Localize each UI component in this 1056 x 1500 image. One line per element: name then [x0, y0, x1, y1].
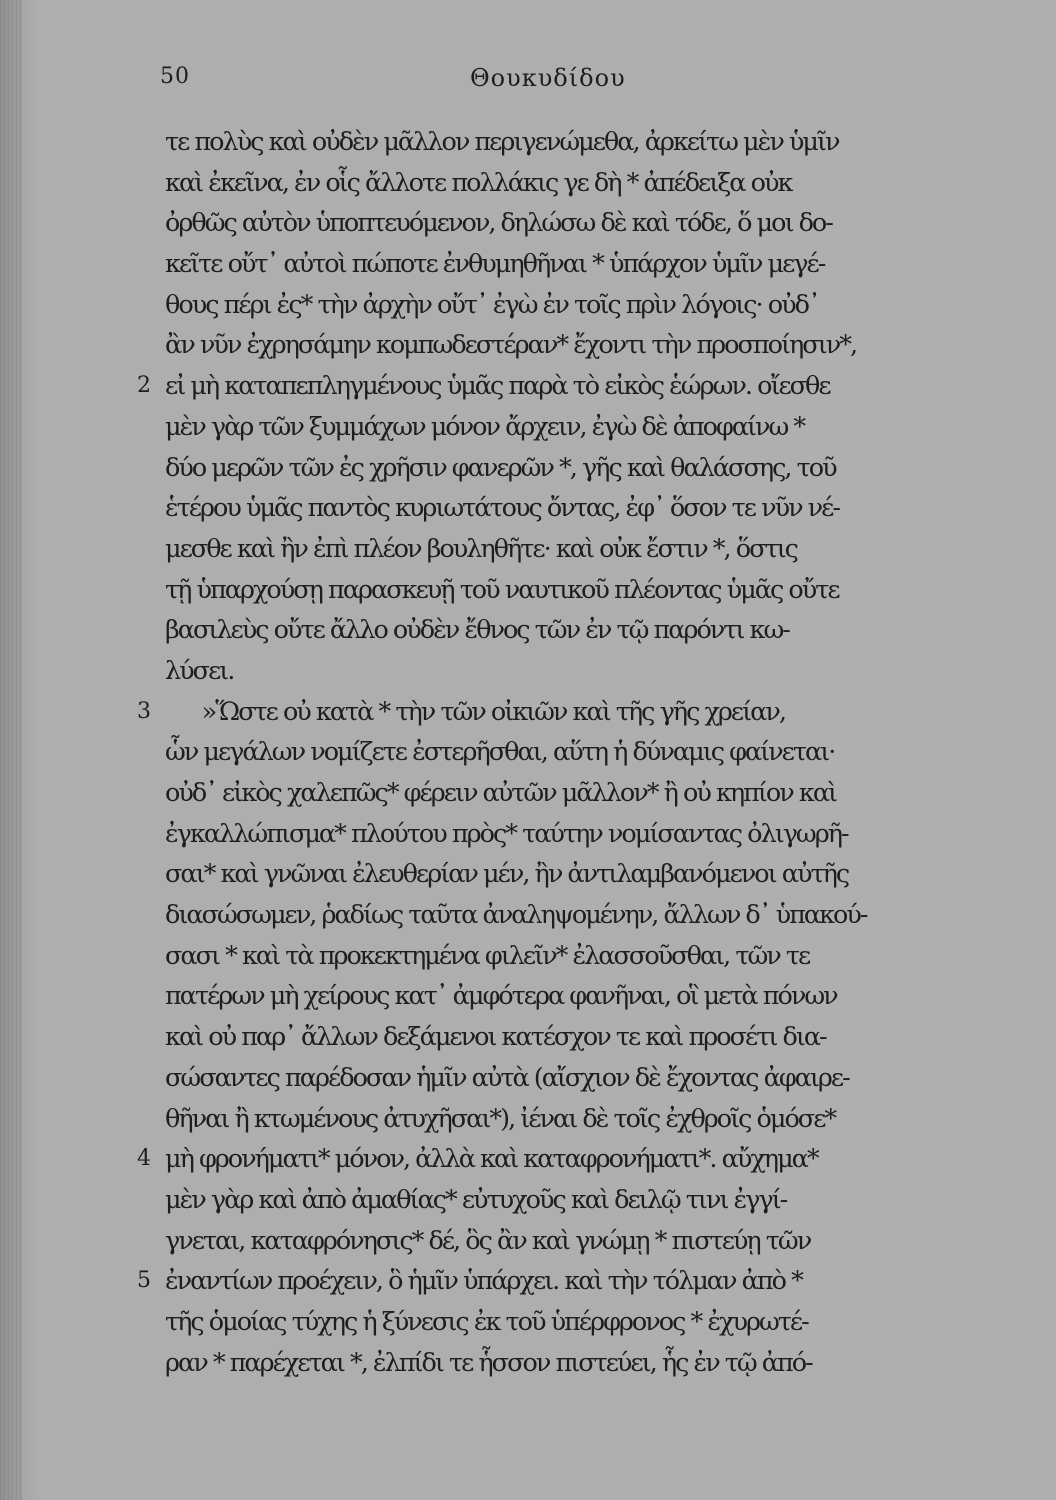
text-line: [0, 773, 1056, 814]
line-text: οὐδ᾽ εἰκὸς χαλεπῶς* φέρειν αὐτῶν μᾶλλον* ἢ οὐ κηπίον καὶ: [165, 778, 837, 808]
text-line: [0, 529, 1056, 570]
line-text: »Ὥστε οὐ κατὰ * τὴν τῶν οἰκιῶν καὶ τῆς γῆς χρείαν,: [165, 696, 785, 727]
line-text: ἐναντίων προέχειν, ὃ ἡμῖν ὑπάρχει. καὶ τὴν τόλμαν ἀπὸ *: [165, 1266, 802, 1297]
running-title: Θουκυδίδου: [470, 64, 626, 92]
text-line: [0, 1343, 1056, 1384]
line-text: μὲν γὰρ τῶν ξυμμάχων μόνον ἄρχειν, ἐγὼ δὲ ἀποφαίνω *: [165, 411, 805, 442]
text-line: [0, 1139, 1056, 1180]
line-text: κεῖτε οὔτ᾽ αὐτοὶ πώποτε ἐνθυμηθῆναι * ὑπάρχον ὑμῖν μεγέ-: [165, 249, 825, 280]
greek-text-body: [0, 122, 1056, 1383]
text-line: [0, 122, 1056, 163]
line-text: τῆς ὁμοίας τύχης ἡ ξύνεσις ἐκ τοῦ ὑπέρφρονος * ἐχυρωτέ-: [165, 1306, 808, 1337]
line-text: ὀρθῶς αὐτὸν ὑποπτευόμενον, δηλώσω δὲ καὶ τόδε, ὅ μοι δο-: [165, 208, 832, 239]
section-number: 3: [137, 698, 151, 724]
text-line: [0, 1221, 1056, 1262]
line-text: διασώσωμεν, ῥαδίως ταῦτα ἀναληψομένην, ἄλλων δ᾽ ὑπακού-: [165, 900, 867, 931]
line-text: μὴ φρονήματι* μόνον, ἀλλὰ καὶ καταφρονήματι*. αὔχημα*: [165, 1144, 818, 1175]
text-line: [0, 570, 1056, 611]
line-text: τε πολὺς καὶ οὐδὲν μᾶλλον περιγενώμεθα, ἀρκείτω μὲν ὑμῖν: [165, 127, 839, 157]
line-text: σασι * καὶ τὰ προκεκτημένα φιλεῖν* ἐλασσοῦσθαι, τῶν τε: [165, 940, 810, 971]
line-text: βασιλεὺς οὔτε ἄλλο οὐδὲν ἔθνος τῶν ἐν τῷ παρόντι κω-: [165, 615, 789, 646]
section-number: 5: [137, 1268, 151, 1294]
line-text: καὶ ἐκεῖνα, ἐν οἷς ἄλλοτε πολλάκις γε δὴ * ἀπέδειξα οὐκ: [165, 167, 792, 198]
line-text: ἐγκαλλώπισμα* πλούτου πρὸς* ταύτην νομίσαντας ὀλιγωρῆ-: [165, 818, 848, 849]
line-text: μεσθε καὶ ἢν ἐπὶ πλέον βουληθῆτε· καὶ οὐκ ἔστιν *, ὅστις: [165, 533, 797, 564]
page-number: 50: [160, 64, 190, 89]
text-line: [0, 244, 1056, 285]
line-text: εἰ μὴ καταπεπληγμένους ὑμᾶς παρὰ τὸ εἰκὸς ἑώρων. οἴεσθε: [165, 371, 830, 402]
line-text: πατέρων μὴ χείρους κατ᾽ ἀμφότερα φανῆναι, οἳ μετὰ πόνων: [165, 981, 837, 1012]
line-text: σαι* καὶ γνῶναι ἐλευθερίαν μέν, ἢν ἀντιλαμβανόμενοι αὐτῆς: [165, 859, 849, 890]
page-header: [0, 64, 1056, 104]
text-line: [0, 732, 1056, 773]
text-line: [0, 1017, 1056, 1058]
text-line: [0, 651, 1056, 692]
line-text: καὶ οὐ παρ᾽ ἄλλων δεξάμενοι κατέσχον τε καὶ προσέτι δια-: [165, 1022, 826, 1053]
text-line: [0, 366, 1056, 407]
text-line: [0, 814, 1056, 855]
text-line: [0, 1261, 1056, 1302]
text-line: [0, 1099, 1056, 1140]
section-number: 4: [137, 1146, 151, 1172]
text-line: [0, 407, 1056, 448]
text-line: [0, 1180, 1056, 1221]
line-text: ἂν νῦν ἐχρησάμην κομπωδεστέραν* ἔχοντι τὴν προσποίησιν*,: [165, 330, 857, 361]
text-line: [0, 488, 1056, 529]
line-text: μὲν γὰρ καὶ ἀπὸ ἀμαθίας* εὐτυχοῦς καὶ δειλῷ τινι ἐγγί-: [165, 1184, 787, 1215]
text-line: [0, 854, 1056, 895]
text-line: [0, 1058, 1056, 1099]
text-line: [0, 692, 1056, 733]
line-text: γνεται, καταφρόνησις* δέ, ὃς ἂν καὶ γνώμῃ * πιστεύῃ τῶν: [165, 1225, 811, 1256]
text-line: [0, 285, 1056, 326]
line-text: ραν * παρέχεται *, ἐλπίδι τε ἧσσον πιστεύει, ἧς ἐν τῷ ἀπό-: [165, 1347, 812, 1378]
text-line: [0, 163, 1056, 204]
text-line: [0, 610, 1056, 651]
line-text: ὧν μεγάλων νομίζετε ἐστερῆσθαι, αὕτη ἡ δύναμις φαίνεται·: [165, 737, 835, 768]
line-text: θους πέρι ἐς* τὴν ἀρχὴν οὔτ᾽ ἐγὼ ἐν τοῖς πρὶν λόγοις· οὐδ᾽: [165, 289, 819, 320]
text-line: [0, 976, 1056, 1017]
line-text: ἑτέρου ὑμᾶς παντὸς κυριωτάτους ὄντας, ἐφ᾽ ὅσον τε νῦν νέ-: [165, 493, 840, 524]
section-number: 2: [137, 373, 151, 399]
line-text: τῇ ὑπαρχούσῃ παρασκευῇ τοῦ ναυτικοῦ πλέοντας ὑμᾶς οὔτε: [165, 574, 839, 605]
text-line: [0, 203, 1056, 244]
text-line: [0, 1302, 1056, 1343]
line-text: σώσαντες παρέδοσαν ἡμῖν αὐτὰ (αἴσχιον δὲ ἔχοντας ἀφαιρε-: [165, 1062, 849, 1093]
line-text: θῆναι ἢ κτωμένους ἀτυχῆσαι*), ἰέναι δὲ τοῖς ἐχθροῖς ὁμόσε*: [165, 1103, 836, 1134]
text-line: [0, 895, 1056, 936]
text-line: [0, 448, 1056, 489]
text-line: [0, 325, 1056, 366]
line-text: δύο μερῶν τῶν ἐς χρῆσιν φανερῶν *, γῆς καὶ θαλάσσης, τοῦ: [165, 452, 836, 483]
line-text: λύσει.: [165, 655, 234, 686]
text-line: [0, 936, 1056, 977]
